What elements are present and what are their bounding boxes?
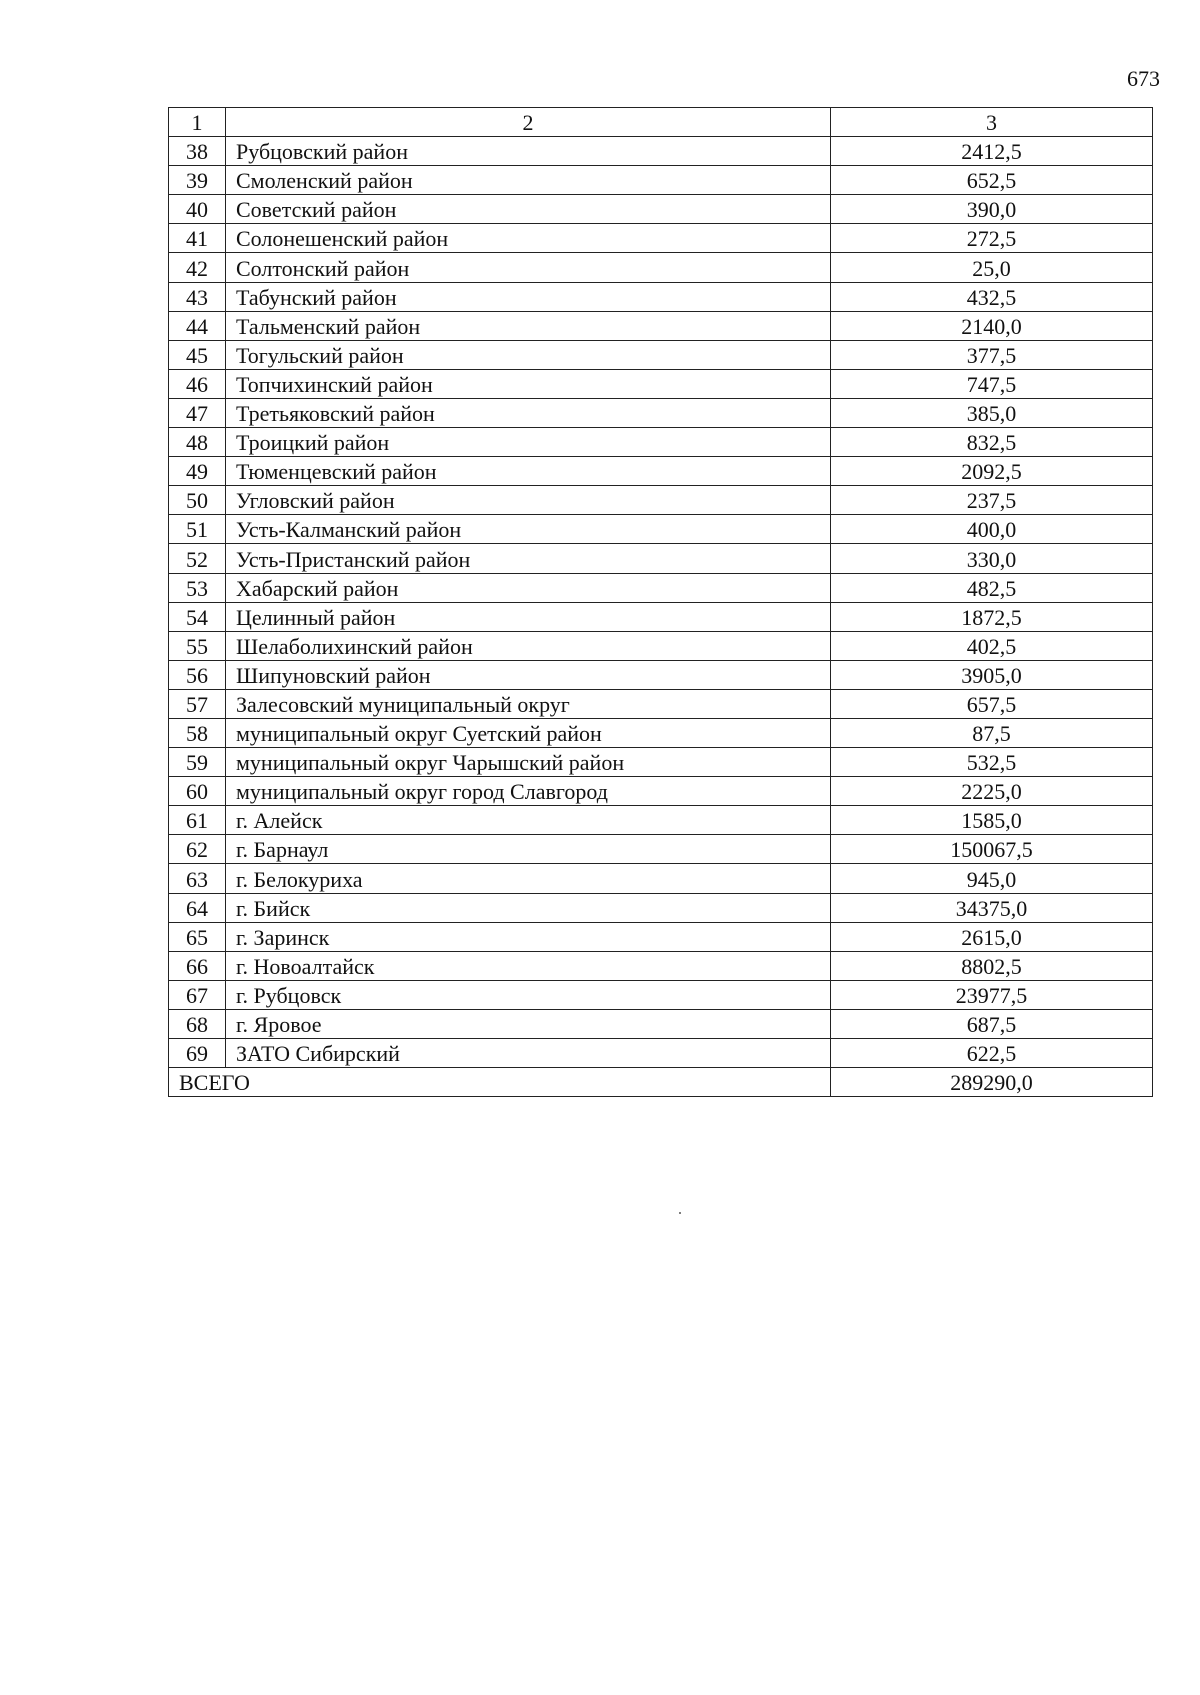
table-row	[169, 951, 1153, 980]
row-number-cell: 61	[169, 806, 226, 835]
row-value-cell: 377,5	[831, 340, 1153, 369]
table-row	[169, 369, 1153, 398]
row-name-cell: г. Белокуриха	[226, 864, 831, 893]
table-row	[169, 224, 1153, 253]
row-value-cell: 657,5	[831, 689, 1153, 718]
row-number-cell: 67	[169, 980, 226, 1009]
row-name-cell: Целинный район	[226, 602, 831, 631]
row-number-cell: 59	[169, 748, 226, 777]
table-row	[169, 486, 1153, 515]
row-name-cell: Советский район	[226, 195, 831, 224]
table-row	[169, 166, 1153, 195]
row-value-cell: 330,0	[831, 544, 1153, 573]
row-value-cell: 432,5	[831, 282, 1153, 311]
table-body	[169, 108, 1153, 1097]
row-value-cell: 400,0	[831, 515, 1153, 544]
row-value-cell: 2615,0	[831, 922, 1153, 951]
row-value-cell: 2412,5	[831, 137, 1153, 166]
row-number-cell: 42	[169, 253, 226, 282]
row-number-cell: 43	[169, 282, 226, 311]
row-name-cell: г. Барнаул	[226, 835, 831, 864]
table-row	[169, 340, 1153, 369]
row-value-cell: 390,0	[831, 195, 1153, 224]
row-number-cell: 69	[169, 1039, 226, 1068]
header-cell-2: 2	[226, 108, 831, 137]
row-value-cell: 687,5	[831, 1009, 1153, 1038]
row-value-cell: 945,0	[831, 864, 1153, 893]
row-number-cell: 56	[169, 660, 226, 689]
row-name-cell: Солонешенский район	[226, 224, 831, 253]
row-name-cell: г. Бийск	[226, 893, 831, 922]
row-number-cell: 62	[169, 835, 226, 864]
row-name-cell: Троицкий район	[226, 428, 831, 457]
row-value-cell: 8802,5	[831, 951, 1153, 980]
row-name-cell: Залесовский муниципальный округ	[226, 689, 831, 718]
row-name-cell: г. Яровое	[226, 1009, 831, 1038]
row-name-cell: г. Рубцовск	[226, 980, 831, 1009]
table-row	[169, 777, 1153, 806]
row-value-cell: 1585,0	[831, 806, 1153, 835]
total-value: 289290,0	[831, 1068, 1153, 1097]
table-row	[169, 573, 1153, 602]
table-row	[169, 1009, 1153, 1038]
row-value-cell: 622,5	[831, 1039, 1153, 1068]
row-number-cell: 58	[169, 718, 226, 747]
row-name-cell: Шипуновский район	[226, 660, 831, 689]
header-row	[169, 108, 1153, 137]
row-name-cell: Усть-Калманский район	[226, 515, 831, 544]
row-number-cell: 45	[169, 340, 226, 369]
allocation-table	[168, 107, 1153, 1097]
row-number-cell: 47	[169, 398, 226, 427]
row-number-cell: 68	[169, 1009, 226, 1038]
table-row	[169, 660, 1153, 689]
row-value-cell: 402,5	[831, 631, 1153, 660]
total-label: ВСЕГО	[169, 1068, 831, 1097]
row-number-cell: 49	[169, 457, 226, 486]
row-name-cell: Тальменский район	[226, 311, 831, 340]
row-value-cell: 3905,0	[831, 660, 1153, 689]
row-name-cell: Тогульский район	[226, 340, 831, 369]
row-name-cell: Табунский район	[226, 282, 831, 311]
row-number-cell: 40	[169, 195, 226, 224]
table-row	[169, 137, 1153, 166]
header-cell-1: 1	[169, 108, 226, 137]
table-row	[169, 835, 1153, 864]
table-row	[169, 428, 1153, 457]
row-name-cell: Топчихинский район	[226, 369, 831, 398]
row-number-cell: 52	[169, 544, 226, 573]
row-number-cell: 64	[169, 893, 226, 922]
row-number-cell: 54	[169, 602, 226, 631]
table-row	[169, 457, 1153, 486]
row-value-cell: 2225,0	[831, 777, 1153, 806]
row-value-cell: 747,5	[831, 369, 1153, 398]
table-row	[169, 515, 1153, 544]
table-row	[169, 631, 1153, 660]
table-row	[169, 253, 1153, 282]
row-number-cell: 50	[169, 486, 226, 515]
row-number-cell: 51	[169, 515, 226, 544]
table-row	[169, 718, 1153, 747]
row-value-cell: 23977,5	[831, 980, 1153, 1009]
row-name-cell: муниципальный округ Суетский район	[226, 718, 831, 747]
table-row	[169, 893, 1153, 922]
table-row	[169, 689, 1153, 718]
row-value-cell: 832,5	[831, 428, 1153, 457]
table-row	[169, 980, 1153, 1009]
table-row	[169, 806, 1153, 835]
row-value-cell: 237,5	[831, 486, 1153, 515]
row-value-cell: 272,5	[831, 224, 1153, 253]
row-name-cell: г. Новоалтайск	[226, 951, 831, 980]
header-cell-3: 3	[831, 108, 1153, 137]
table-row	[169, 282, 1153, 311]
table-row	[169, 864, 1153, 893]
row-name-cell: г. Заринск	[226, 922, 831, 951]
table-row	[169, 398, 1153, 427]
table-row	[169, 602, 1153, 631]
table-row	[169, 748, 1153, 777]
row-name-cell: Шелаболихинский район	[226, 631, 831, 660]
row-number-cell: 55	[169, 631, 226, 660]
row-value-cell: 34375,0	[831, 893, 1153, 922]
row-number-cell: 66	[169, 951, 226, 980]
row-value-cell: 385,0	[831, 398, 1153, 427]
table-row	[169, 544, 1153, 573]
row-value-cell: 150067,5	[831, 835, 1153, 864]
row-name-cell: Усть-Пристанский район	[226, 544, 831, 573]
row-number-cell: 39	[169, 166, 226, 195]
row-number-cell: 60	[169, 777, 226, 806]
row-name-cell: Угловский район	[226, 486, 831, 515]
row-number-cell: 41	[169, 224, 226, 253]
row-number-cell: 48	[169, 428, 226, 457]
row-number-cell: 63	[169, 864, 226, 893]
row-name-cell: Солтонский район	[226, 253, 831, 282]
row-name-cell: ЗАТО Сибирский	[226, 1039, 831, 1068]
row-value-cell: 652,5	[831, 166, 1153, 195]
row-name-cell: г. Алейск	[226, 806, 831, 835]
page-number: 673	[1127, 66, 1160, 91]
row-name-cell: муниципальный округ Чарышский район	[226, 748, 831, 777]
table-row	[169, 195, 1153, 224]
table-row	[169, 1039, 1153, 1068]
row-number-cell: 57	[169, 689, 226, 718]
row-value-cell: 482,5	[831, 573, 1153, 602]
row-value-cell: 87,5	[831, 718, 1153, 747]
row-value-cell: 25,0	[831, 253, 1153, 282]
row-number-cell: 65	[169, 922, 226, 951]
scan-speck	[679, 1212, 681, 1214]
table-row	[169, 922, 1153, 951]
row-value-cell: 2140,0	[831, 311, 1153, 340]
row-value-cell: 1872,5	[831, 602, 1153, 631]
row-name-cell: Рубцовский район	[226, 137, 831, 166]
row-number-cell: 38	[169, 137, 226, 166]
row-value-cell: 532,5	[831, 748, 1153, 777]
row-name-cell: муниципальный округ город Славгород	[226, 777, 831, 806]
row-name-cell: Тюменцевский район	[226, 457, 831, 486]
total-row	[169, 1068, 1153, 1097]
row-name-cell: Хабарский район	[226, 573, 831, 602]
row-number-cell: 44	[169, 311, 226, 340]
table-row	[169, 311, 1153, 340]
row-name-cell: Смоленский район	[226, 166, 831, 195]
row-number-cell: 53	[169, 573, 226, 602]
row-value-cell: 2092,5	[831, 457, 1153, 486]
row-number-cell: 46	[169, 369, 226, 398]
row-name-cell: Третьяковский район	[226, 398, 831, 427]
